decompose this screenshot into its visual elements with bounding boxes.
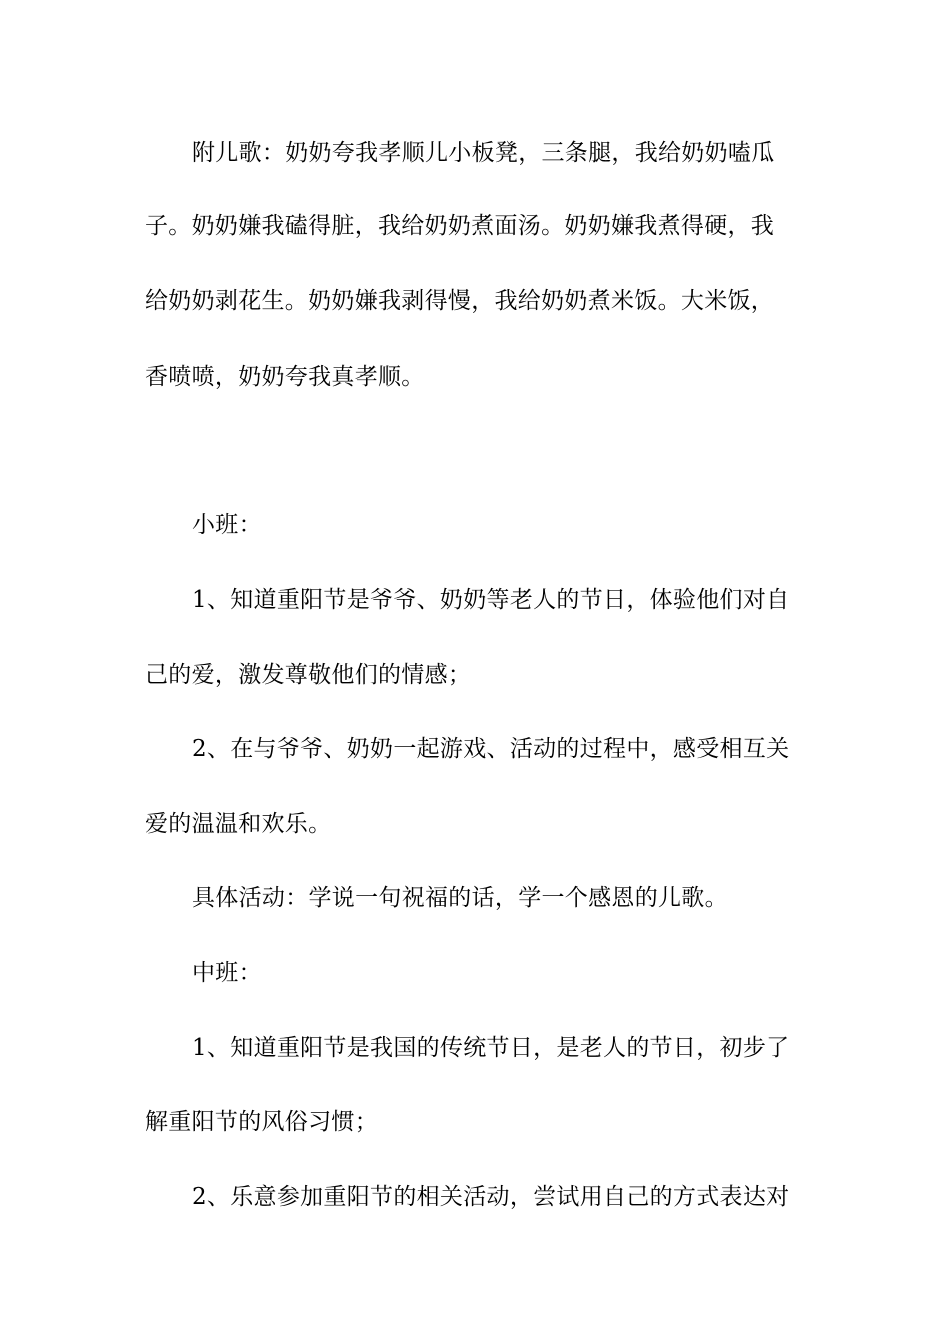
- paragraph-line: 具体活动：学说一句祝福的话，学一个感恩的儿歌。: [192, 885, 728, 911]
- section-heading: 中班：: [192, 960, 262, 986]
- paragraph-line: 1、知道重阳节是我国的传统节日，是老人的节日，初步了: [192, 1035, 790, 1061]
- paragraph-line: 给奶奶剥花生。奶奶嫌我剥得慢，我给奶奶煮米饭。大米饭，: [145, 288, 775, 314]
- paragraph-line: 己的爱，激发尊敬他们的情感；: [145, 662, 472, 688]
- paragraph-line: 2、乐意参加重阳节的相关活动，尝试用自己的方式表达对: [192, 1184, 790, 1210]
- paragraph-line: 子。奶奶嫌我磕得脏，我给奶奶煮面汤。奶奶嫌我煮得硬，我: [145, 213, 775, 239]
- paragraph-line: 爱的温温和欢乐。: [145, 811, 332, 837]
- paragraph-line: 香喷喷，奶奶夸我真孝顺。: [145, 364, 425, 390]
- paragraph-line: 附儿歌：奶奶夸我孝顺儿小板凳，三条腿，我给奶奶嗑瓜: [192, 140, 775, 166]
- paragraph-line: 解重阳节的风俗习惯；: [145, 1109, 378, 1135]
- paragraph-line: 2、在与爷爷、奶奶一起游戏、活动的过程中，感受相互关: [192, 736, 790, 762]
- paragraph-line: 1、知道重阳节是爷爷、奶奶等老人的节日，体验他们对自: [192, 587, 790, 613]
- section-heading: 小班：: [192, 512, 262, 538]
